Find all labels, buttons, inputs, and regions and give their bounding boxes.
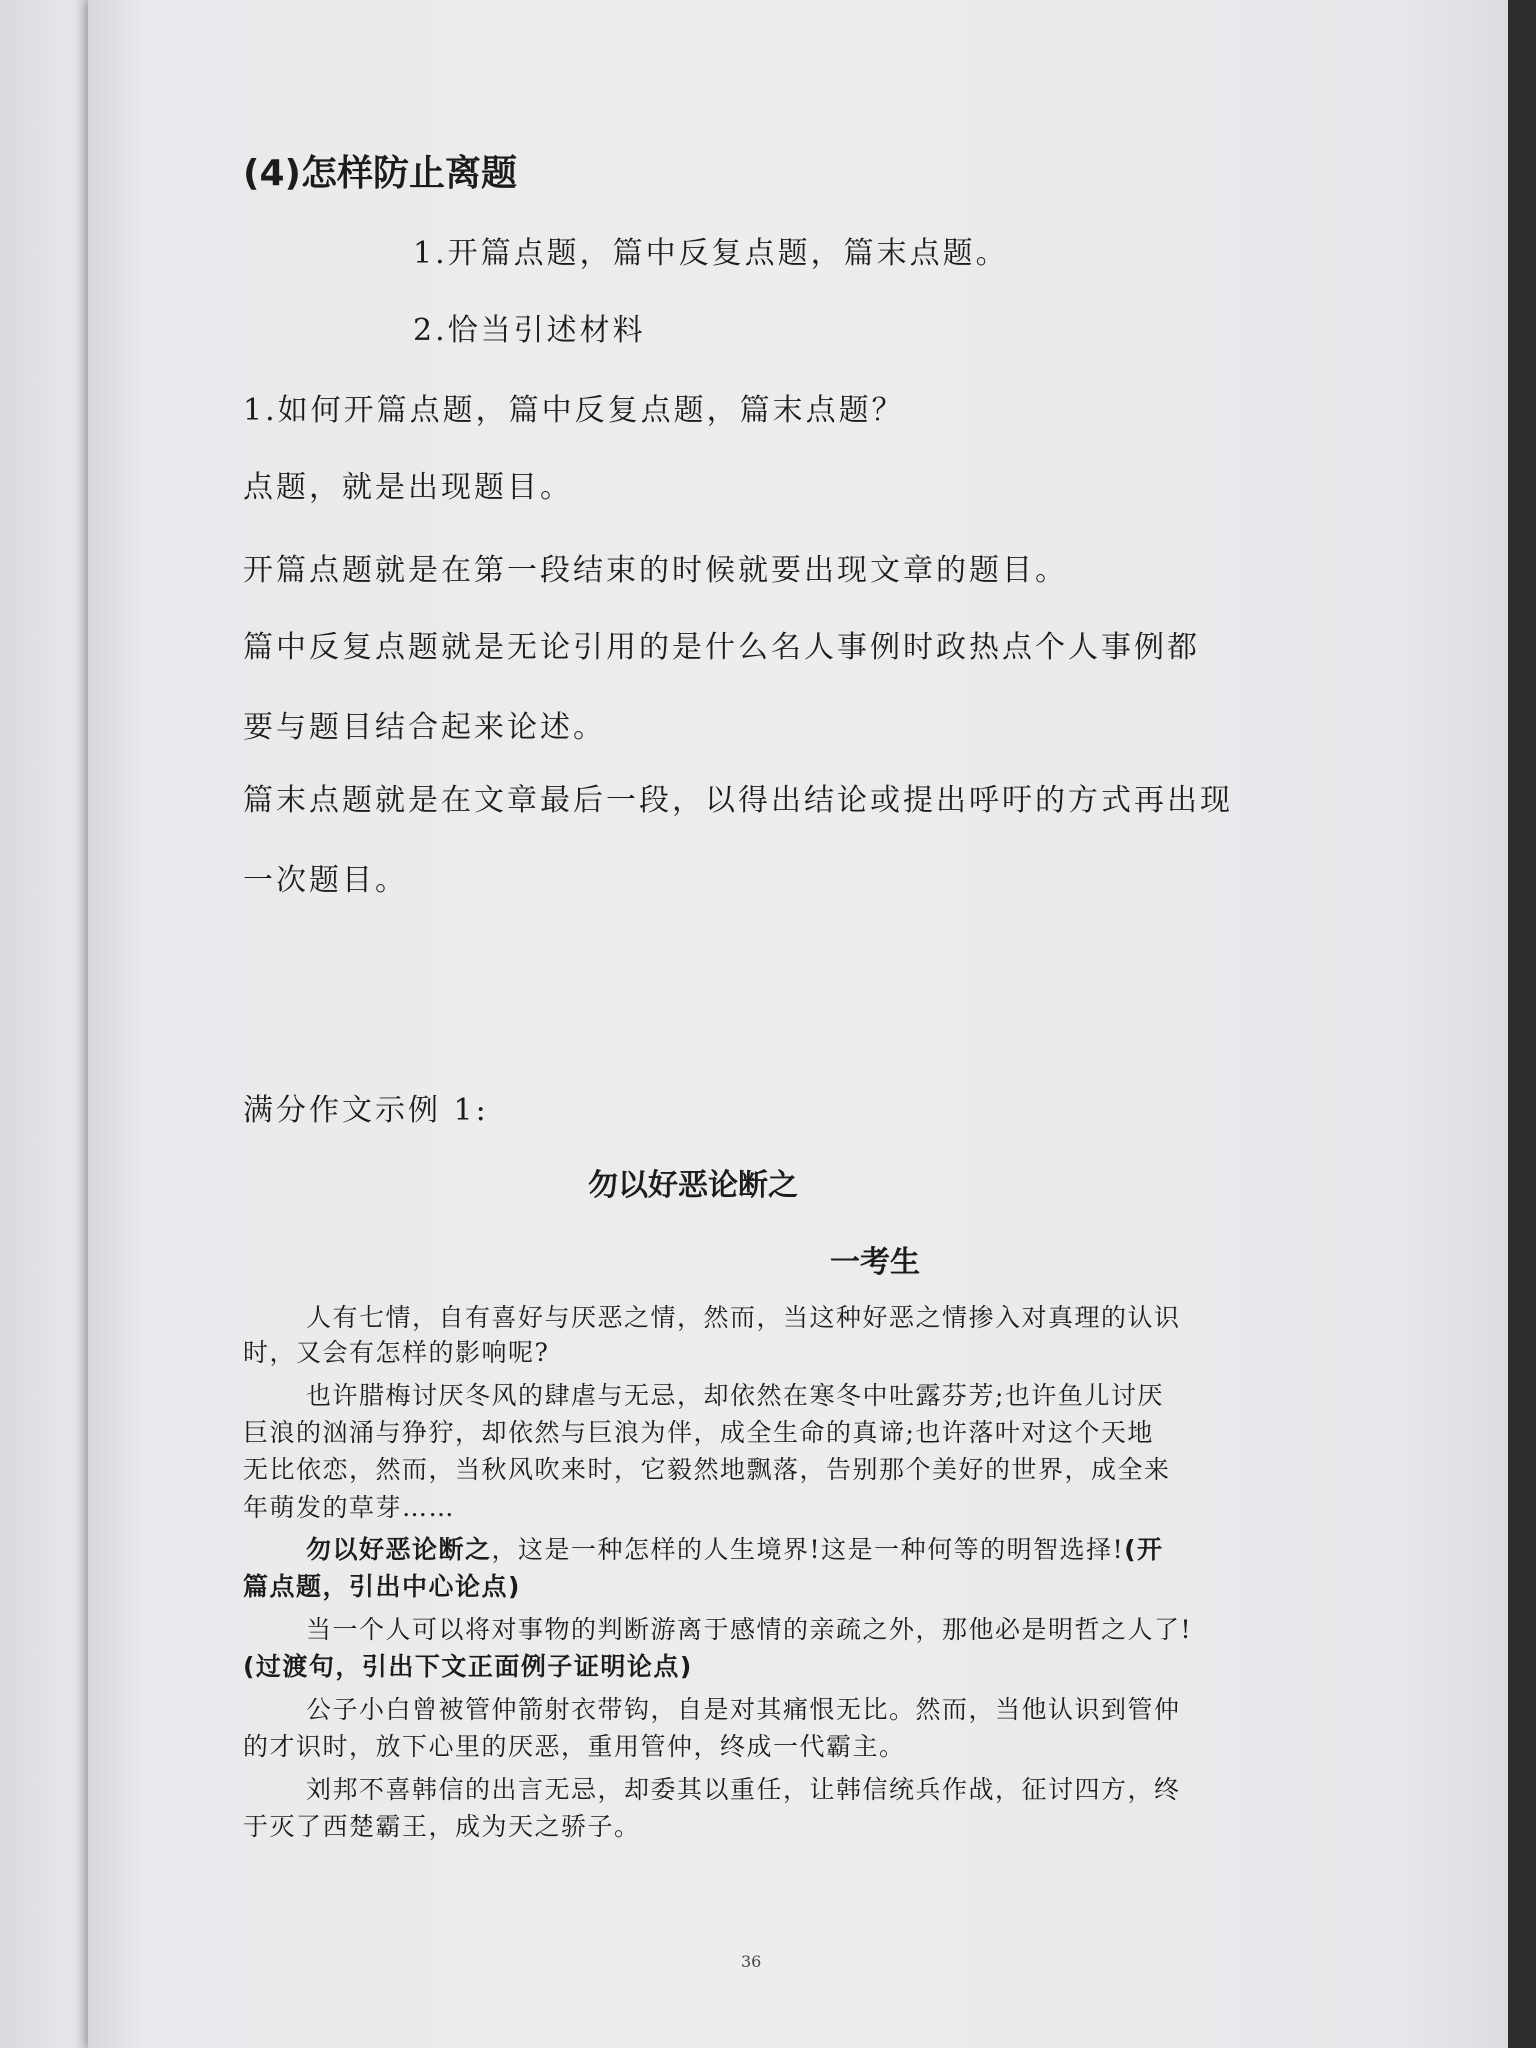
essay-line: 于灭了西楚霸王，成为天之骄子。 [243, 1812, 641, 1841]
essay-line: 公子小白曾被管仲箭射衣带钩，自是对其痛恨无比。然而，当他认识到管仲 [306, 1695, 1181, 1724]
essay-thesis-bold: 勿以好恶论断之 [306, 1535, 492, 1564]
essay-line: 巨浪的汹涌与狰狞，却依然与巨浪为伴，成全生命的真谛;也许落叶对这个天地 [243, 1418, 1154, 1447]
essay-line: 的才识时，放下心里的厌恶，重用管仲，终成一代霸主。 [243, 1732, 906, 1761]
essay-title: 勿以好恶论断之 [588, 1168, 798, 1203]
essay-line: 人有七情，自有喜好与厌恶之情，然而，当这种好恶之情掺入对真理的认识 [306, 1303, 1181, 1332]
example-label: 满分作文示例 1: [243, 1093, 489, 1128]
essay-line: 当一个人可以将对事物的判断游离于感情的亲疏之外，那他必是明哲之人了! [306, 1615, 1193, 1644]
explanation-line: 篇末点题就是在文章最后一段，以得出结论或提出呼吁的方式再出现 [243, 783, 1233, 818]
explanation-line: 篇中反复点题就是无论引用的是什么名人事例时政热点个人事例都 [243, 630, 1200, 665]
essay-line: 也许腊梅讨厌冬风的肆虐与无忌，却依然在寒冬中吐露芬芳;也许鱼儿讨厌 [306, 1381, 1164, 1410]
essay-author: 一考生 [830, 1245, 920, 1280]
explanation-line: 要与题目结合起来论述。 [243, 710, 606, 745]
annotation-note: (过渡句，引出下文正面例子证明论点) [243, 1652, 693, 1681]
essay-line: 年萌发的草芽…… [243, 1493, 456, 1522]
explanation-line: 开篇点题就是在第一段结束的时候就要出现文章的题目。 [243, 553, 1068, 588]
book-page [88, 0, 1508, 2048]
annotation-note: (开 [1124, 1535, 1164, 1564]
left-page-edge [0, 0, 100, 2048]
explanation-line: 一次题目。 [243, 863, 408, 898]
explanation-line: 点题，就是出现题目。 [243, 470, 573, 505]
question-text: 1.如何开篇点题，篇中反复点题，篇末点题？ [243, 393, 905, 428]
annotation-note: 篇点题，引出中心论点) [243, 1572, 521, 1601]
section-heading: (4)怎样防止离题 [243, 153, 517, 194]
essay-line: 刘邦不喜韩信的出言无忌，却委其以重任，让韩信统兵作战，征讨四方，终 [306, 1775, 1181, 1804]
method-item: 1.开篇点题，篇中反复点题，篇末点题。 [413, 236, 1009, 271]
page-number: 36 [741, 1952, 762, 1971]
essay-thesis-text: ，这是一种怎样的人生境界!这是一种何等的明智选择! [491, 1535, 1125, 1564]
essay-line: 时，又会有怎样的影响呢? [243, 1338, 550, 1367]
essay-line: 无比依恋，然而，当秋风吹来时，它毅然地飘落，告别那个美好的世界，成全来 [243, 1455, 1171, 1484]
essay-line [306, 1530, 1164, 1566]
method-item: 2.恰当引述材料 [413, 313, 646, 348]
